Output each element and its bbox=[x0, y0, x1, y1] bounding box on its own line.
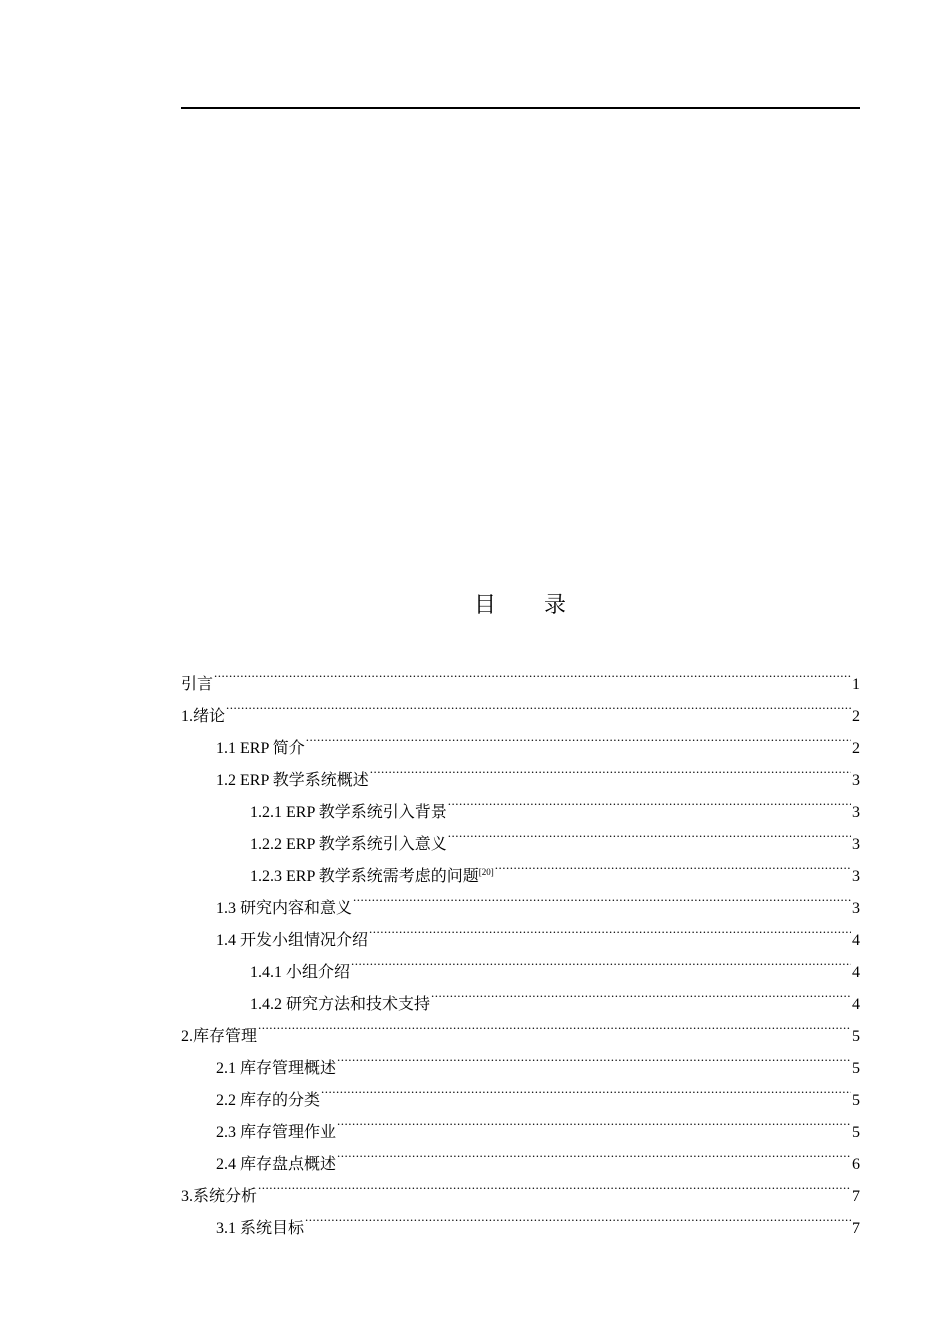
dot-leader bbox=[305, 1201, 851, 1233]
toc-entry-title bbox=[216, 925, 368, 957]
toc-entry-title bbox=[216, 733, 305, 765]
toc-entry-title bbox=[181, 1181, 257, 1213]
toc-entry-page: 3 bbox=[852, 772, 860, 789]
toc-entry-title-text: 2.3 库存管理作业 bbox=[216, 1124, 337, 1141]
toc-entry-title bbox=[216, 1053, 336, 1085]
dot-leader bbox=[495, 849, 851, 881]
dot-leader bbox=[258, 1169, 851, 1201]
toc-entry-page: 3 bbox=[852, 900, 860, 917]
toc-entry-title-text: 1.2.1 ERP 教学系统引入背景 bbox=[250, 804, 447, 821]
toc-title-first-char: 目 bbox=[473, 593, 496, 618]
toc-entry-title bbox=[250, 957, 350, 989]
dot-leader bbox=[337, 1041, 851, 1073]
toc-entry-title-text: 1.绪论 bbox=[181, 708, 226, 725]
toc-entry-title bbox=[216, 1085, 320, 1117]
toc-entry-page: 3 bbox=[852, 836, 860, 853]
toc-entry[interactable] bbox=[181, 1009, 860, 1045]
toc-entry-title-text: 2.4 库存盘点概述 bbox=[216, 1156, 337, 1173]
toc-entry-title-text: 1.4.2 研究方法和技术支持 bbox=[250, 996, 431, 1013]
toc-title-second-char: 录 bbox=[544, 593, 567, 618]
toc-title bbox=[0, 588, 950, 619]
dot-leader bbox=[306, 721, 851, 753]
toc-entry-page: 3 bbox=[852, 868, 860, 885]
toc-entry-page: 5 bbox=[852, 1060, 860, 1077]
toc-entry[interactable] bbox=[181, 721, 860, 757]
toc-entry-title-text: 1.2.3 ERP 教学系统需考虑的问题 bbox=[250, 868, 479, 885]
toc-entry-page: 7 bbox=[852, 1188, 860, 1205]
dot-leader bbox=[351, 945, 851, 977]
dot-leader bbox=[321, 1073, 851, 1105]
toc-entry-title bbox=[250, 829, 447, 861]
toc-entry[interactable] bbox=[181, 689, 860, 725]
toc-entry-title-text: 3.1 系统目标 bbox=[216, 1220, 305, 1237]
dot-leader bbox=[448, 785, 851, 817]
toc-entry-title bbox=[181, 701, 225, 733]
dot-leader bbox=[214, 657, 851, 689]
toc-entry-page: 5 bbox=[852, 1028, 860, 1045]
dot-leader bbox=[448, 817, 851, 849]
toc-entry-title-text: 1.2.2 ERP 教学系统引入意义 bbox=[250, 836, 447, 853]
toc-entry-page: 7 bbox=[852, 1220, 860, 1237]
toc-entry-page: 4 bbox=[852, 964, 860, 981]
dot-leader bbox=[431, 977, 851, 1009]
toc-entry-page: 4 bbox=[852, 932, 860, 949]
toc-entry-page: 1 bbox=[852, 676, 860, 693]
toc-entry-title-text: 1.1 ERP 简介 bbox=[216, 740, 305, 757]
toc-entry-title-text: 2.库存管理 bbox=[181, 1028, 258, 1045]
toc-entry-title bbox=[181, 669, 213, 701]
toc-entry-title-text: 2.1 库存管理概述 bbox=[216, 1060, 337, 1077]
toc-entry-page: 2 bbox=[852, 740, 860, 757]
toc-entry-page: 3 bbox=[852, 804, 860, 821]
toc-entry-title bbox=[250, 797, 447, 829]
toc-entry-page: 6 bbox=[852, 1156, 860, 1173]
toc-entry-title-text: 引言 bbox=[181, 676, 214, 693]
toc-entry-title bbox=[216, 893, 352, 925]
toc-entry-title bbox=[181, 1021, 257, 1053]
toc-entry-title-text: 1.4 开发小组情况介绍 bbox=[216, 932, 369, 949]
dot-leader bbox=[258, 1009, 851, 1041]
toc-entry-title-text: 1.4.1 小组介绍 bbox=[250, 964, 351, 981]
toc-entry-title-text: 1.3 研究内容和意义 bbox=[216, 900, 353, 917]
dot-leader bbox=[353, 881, 851, 913]
dot-leader bbox=[337, 1105, 851, 1137]
toc-entry-page: 5 bbox=[852, 1124, 860, 1141]
toc-entry[interactable] bbox=[181, 1169, 860, 1205]
toc-entry-page: 4 bbox=[852, 996, 860, 1013]
toc-entry-title-text: 3.系统分析 bbox=[181, 1188, 258, 1205]
table-of-contents bbox=[181, 657, 860, 1237]
toc-entry-page: 2 bbox=[852, 708, 860, 725]
header-rule bbox=[181, 107, 860, 109]
toc-entry-title bbox=[216, 765, 369, 797]
toc-entry[interactable] bbox=[181, 657, 860, 693]
toc-entry-title bbox=[216, 1213, 304, 1245]
dot-leader bbox=[369, 913, 851, 945]
dot-leader bbox=[370, 753, 851, 785]
toc-entry[interactable] bbox=[181, 1041, 860, 1077]
toc-entry-title bbox=[216, 1117, 336, 1149]
toc-entry-title-text: 2.2 库存的分类 bbox=[216, 1092, 321, 1109]
toc-entry-title-text: 1.2 ERP 教学系统概述 bbox=[216, 772, 369, 789]
toc-entry-page: 5 bbox=[852, 1092, 860, 1109]
citation-superscript: [20] bbox=[478, 867, 494, 877]
toc-entry[interactable] bbox=[181, 1201, 860, 1237]
dot-leader bbox=[226, 689, 851, 721]
dot-leader bbox=[337, 1137, 851, 1169]
